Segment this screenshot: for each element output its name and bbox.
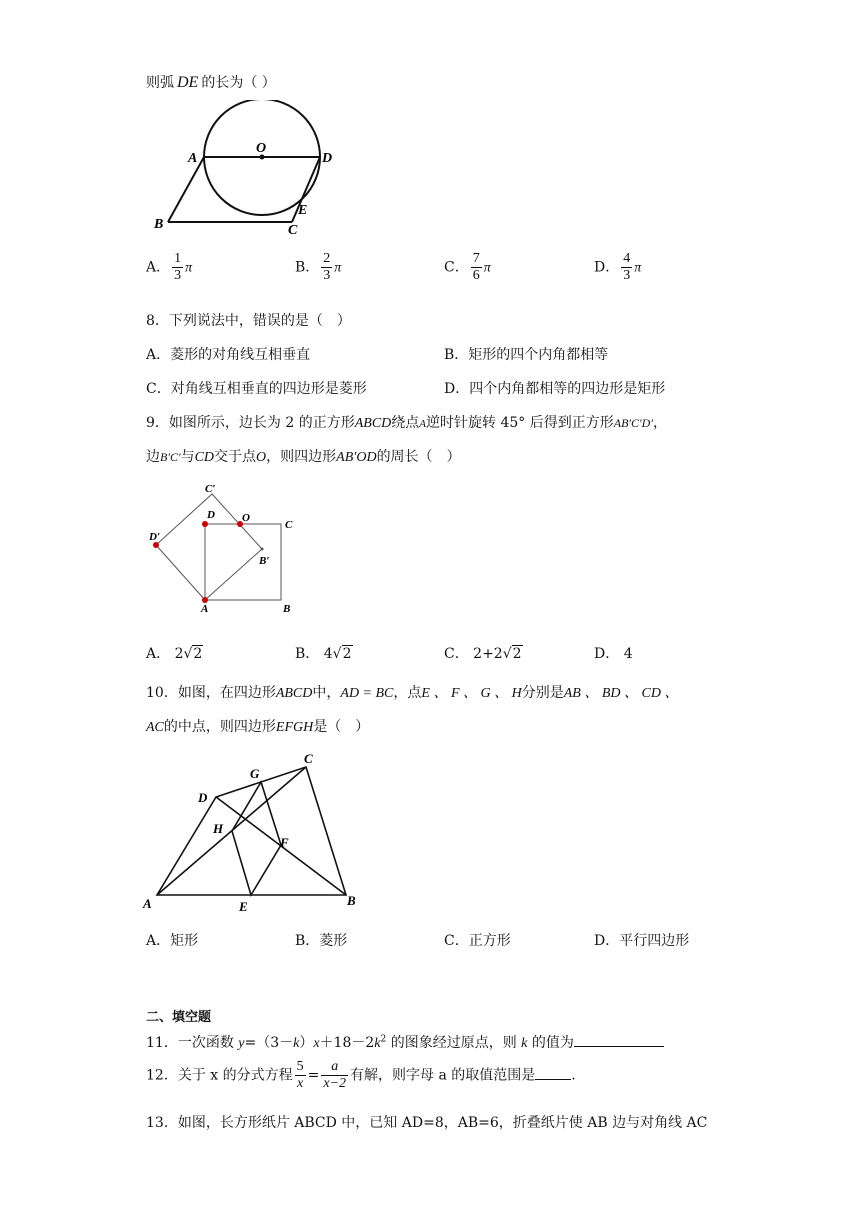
q9-option-d[interactable]: D． 4	[594, 646, 633, 662]
q7-stem: 则弧 DE 的长为（ ）	[146, 74, 276, 91]
q9-option-a[interactable]: A． 2√2	[146, 646, 203, 662]
label-C-prime: C′	[205, 483, 216, 495]
q12-answer-blank[interactable]	[535, 1079, 571, 1080]
q12-stem: 12．关于 x 的分式方程 $\frac{5}{x}$ = $\frac{a}{x-2}$ 有解，则字母 a 的取值范围是 .	[146, 1059, 576, 1091]
label-D-prime: D′	[149, 531, 161, 543]
label-F: F	[280, 835, 289, 850]
label-B-prime: B′	[259, 555, 270, 567]
q10-option-d[interactable]: D．平行四边形	[594, 933, 690, 949]
label-C: C	[285, 519, 293, 531]
q9-stem-line2: 边B′C′与CD交于点O，则四边形AB′OD的周长（ ）	[146, 449, 461, 465]
label-D: D	[207, 509, 215, 521]
q8-option-c[interactable]: C．对角线互相垂直的四边形是菱形	[146, 381, 367, 397]
q7-option-b[interactable]: B． $\frac{2}{3}$ π	[295, 251, 342, 283]
label-A: A	[188, 151, 198, 166]
q11-answer-blank[interactable]	[574, 1046, 664, 1047]
q10-option-c[interactable]: C．正方形	[444, 933, 511, 949]
label-A: A	[143, 896, 152, 911]
q9-stem-line1: 9．如图所示，边长为 2 的正方形ABCD绕点A逆时针旋转 45° 后得到正方形AB′C′D′，	[146, 415, 667, 431]
q10-figure	[140, 745, 365, 915]
section-title: 二、填空题	[146, 1010, 212, 1025]
label-C: C	[288, 223, 298, 235]
q9-figure	[145, 478, 310, 618]
q9-option-b[interactable]: B． 4√2	[295, 646, 352, 662]
label-E: E	[298, 203, 308, 218]
q10-option-a[interactable]: A．矩形	[146, 933, 199, 949]
q13-stem: 13．如图，长方形纸片 ABCD 中，已知 AD=8，AB=6，折叠纸片使 AB 边与对角线 AC	[146, 1115, 708, 1131]
label-D: D	[322, 151, 333, 166]
label-B: B	[154, 217, 164, 232]
arc-label: DE	[177, 74, 199, 91]
q8-option-a[interactable]: A．菱形的对角线互相垂直	[146, 347, 311, 363]
q8-option-b[interactable]: B．矩形的四个内角都相等	[444, 347, 609, 363]
q8-stem: 8．下列说法中，错误的是（ ）	[146, 313, 351, 329]
q11-stem: 11．一次函数 $y=(3-k)x+18-2k^2$ 的图象经过原点，则 k 的值为	[146, 1032, 664, 1052]
q8-option-d[interactable]: D．四个内角都相等的四边形是矩形	[444, 381, 666, 397]
label-O: O	[256, 141, 267, 156]
label-G: G	[250, 766, 260, 781]
q9-option-c[interactable]: C． 2+2√2	[444, 646, 522, 662]
q7-option-d[interactable]: D． $\frac{4}{3}$ π	[594, 251, 642, 283]
label-O: O	[242, 512, 250, 524]
label-B: B	[347, 893, 356, 908]
q7-figure	[150, 100, 340, 235]
label-E: E	[239, 899, 248, 914]
q10-option-b[interactable]: B．菱形	[295, 933, 348, 949]
label-H: H	[213, 821, 224, 836]
label-D: D	[198, 790, 208, 805]
label-B: B	[283, 603, 291, 615]
q7-option-c[interactable]: C． $\frac{7}{6}$ π	[444, 251, 491, 283]
label-A: A	[201, 603, 209, 615]
q10-stem-line2: AC的中点，则四边形EFGH是（ ）	[146, 719, 370, 735]
q7-option-a[interactable]: A． $\frac{1}{3}$ π	[146, 251, 193, 283]
label-C: C	[304, 751, 313, 766]
q10-stem-line1: 10．如图，在四边形ABCD中，AD = BC，点E 、 F 、 G 、 H分别是AB 、 BD 、 CD 、	[146, 685, 679, 701]
